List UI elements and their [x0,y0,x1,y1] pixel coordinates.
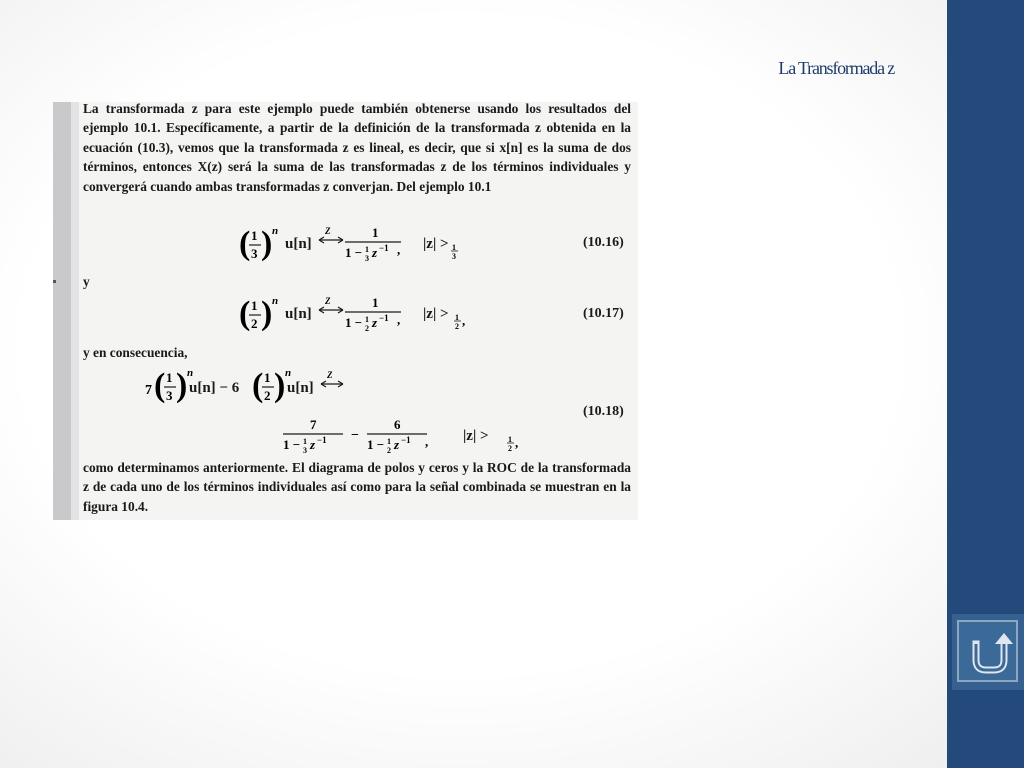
svg-text:−: − [351,428,359,443]
svg-text:3: 3 [303,446,307,455]
scanned-page [53,102,638,520]
equation-10-17-roc: |z| > [423,306,449,322]
svg-text:−1: −1 [317,435,327,445]
svg-text:1: 1 [264,370,271,385]
svg-text:−1: −1 [379,243,389,253]
scan-mark [53,280,56,283]
svg-text:1: 1 [365,315,369,324]
svg-text:1: 1 [508,435,512,444]
svg-text:1 −: 1 − [345,315,363,330]
equation-10-18-sequence-2: u[n] [287,380,314,396]
svg-text:(: ( [239,225,251,262]
svg-text:(: ( [239,295,251,332]
svg-text:z: z [372,245,378,260]
svg-text:1 −: 1 − [283,437,301,452]
scan-binding-shadow [71,102,79,520]
svg-text:1: 1 [303,437,307,446]
svg-text:1 −: 1 − [367,437,385,452]
svg-text:2: 2 [455,322,459,331]
svg-text:6: 6 [394,417,401,432]
svg-text:1: 1 [251,228,258,243]
return-button-frame [957,620,1018,682]
svg-text:n: n [272,225,279,237]
equation-10-18-line1 [145,364,345,415]
paragraph-intro: La transformada z para este ejemplo puede también obtenerse usando los resultados del ejemplo 10.1. Específicamente, a partir de la definición de la transformada z obtenida en la ecuación (10.3), vemos que la transformada z es lineal, es decir, que si x[n] es la suma de dos términos, entonces X(z) será la suma de las transformadas z de los términos individuales y convergerá cuando ambas transformadas z converjan. Del ejemplo 10.1 [83,102,631,194]
svg-text:z: z [394,437,400,452]
equation-10-17-number: (10.17) [583,306,624,321]
paragraph-conclusion: como determinamos anteriormente. El diagrama de polos y ceros y la ROC de la transformada z de cada uno de los términos individuales así como para la señal combinada se muestran en la figura 10.4. [83,460,631,514]
svg-text:,: , [397,242,401,257]
consequence-line: y en consecuencia, [83,345,188,360]
equation-10-18-number: (10.18) [583,404,624,419]
z-transform-arrow [319,226,343,243]
svg-text:1: 1 [372,295,379,310]
return-button[interactable] [952,614,1024,690]
svg-text:): ) [176,367,188,404]
svg-text:−1: −1 [401,435,411,445]
svg-text:Z: Z [327,370,333,380]
z-transform-arrow [321,370,343,387]
svg-text:(: ( [252,367,264,404]
svg-text:): ) [274,367,286,404]
svg-text:,: , [515,435,519,450]
svg-text:n: n [285,367,292,379]
svg-text:2: 2 [387,446,391,455]
svg-text:2: 2 [508,444,512,453]
svg-text:2: 2 [365,324,369,333]
svg-text:n: n [272,295,279,307]
slide-title: La Transformada z [778,58,894,78]
svg-text:3: 3 [365,254,369,263]
svg-text:n: n [187,367,194,379]
svg-text:1: 1 [251,298,258,313]
svg-text:1: 1 [372,225,379,240]
svg-text:7: 7 [145,383,152,398]
svg-text:1: 1 [365,245,369,254]
svg-text:3: 3 [251,246,258,261]
equation-10-16-roc: |z| > [423,236,449,252]
svg-text:1: 1 [455,313,459,322]
svg-text:7: 7 [310,417,317,432]
svg-text:(: ( [154,367,166,404]
svg-text:3: 3 [166,388,173,403]
equation-10-18-roc: |z| > [463,428,489,444]
conjunction-y: y [83,274,90,289]
scan-binding-edge [53,102,71,520]
svg-text:1: 1 [452,243,456,252]
z-transform-arrow [319,296,343,313]
equation-10-16-sequence: u[n] [285,236,312,252]
svg-text:3: 3 [452,252,456,261]
svg-text:,: , [462,313,466,328]
svg-text:2: 2 [251,316,258,331]
svg-text:,: , [397,312,401,327]
svg-text:1 −: 1 − [345,245,363,260]
equation-10-18-sequence-1: u[n] − 6 [189,380,240,396]
svg-text:1: 1 [166,370,173,385]
svg-text:): ) [261,225,273,262]
return-arrow-icon [967,630,1013,676]
svg-text:2: 2 [264,388,271,403]
svg-text:Z: Z [325,226,331,236]
svg-text:z: z [372,315,378,330]
svg-text:Z: Z [325,296,331,306]
equation-10-17-sequence: u[n] [285,306,312,322]
equation-10-16-number: (10.16) [583,235,624,250]
svg-text:−1: −1 [379,313,389,323]
svg-text:,: , [425,434,429,449]
svg-text:1: 1 [387,437,391,446]
svg-text:): ) [261,295,273,332]
svg-text:z: z [310,437,316,452]
